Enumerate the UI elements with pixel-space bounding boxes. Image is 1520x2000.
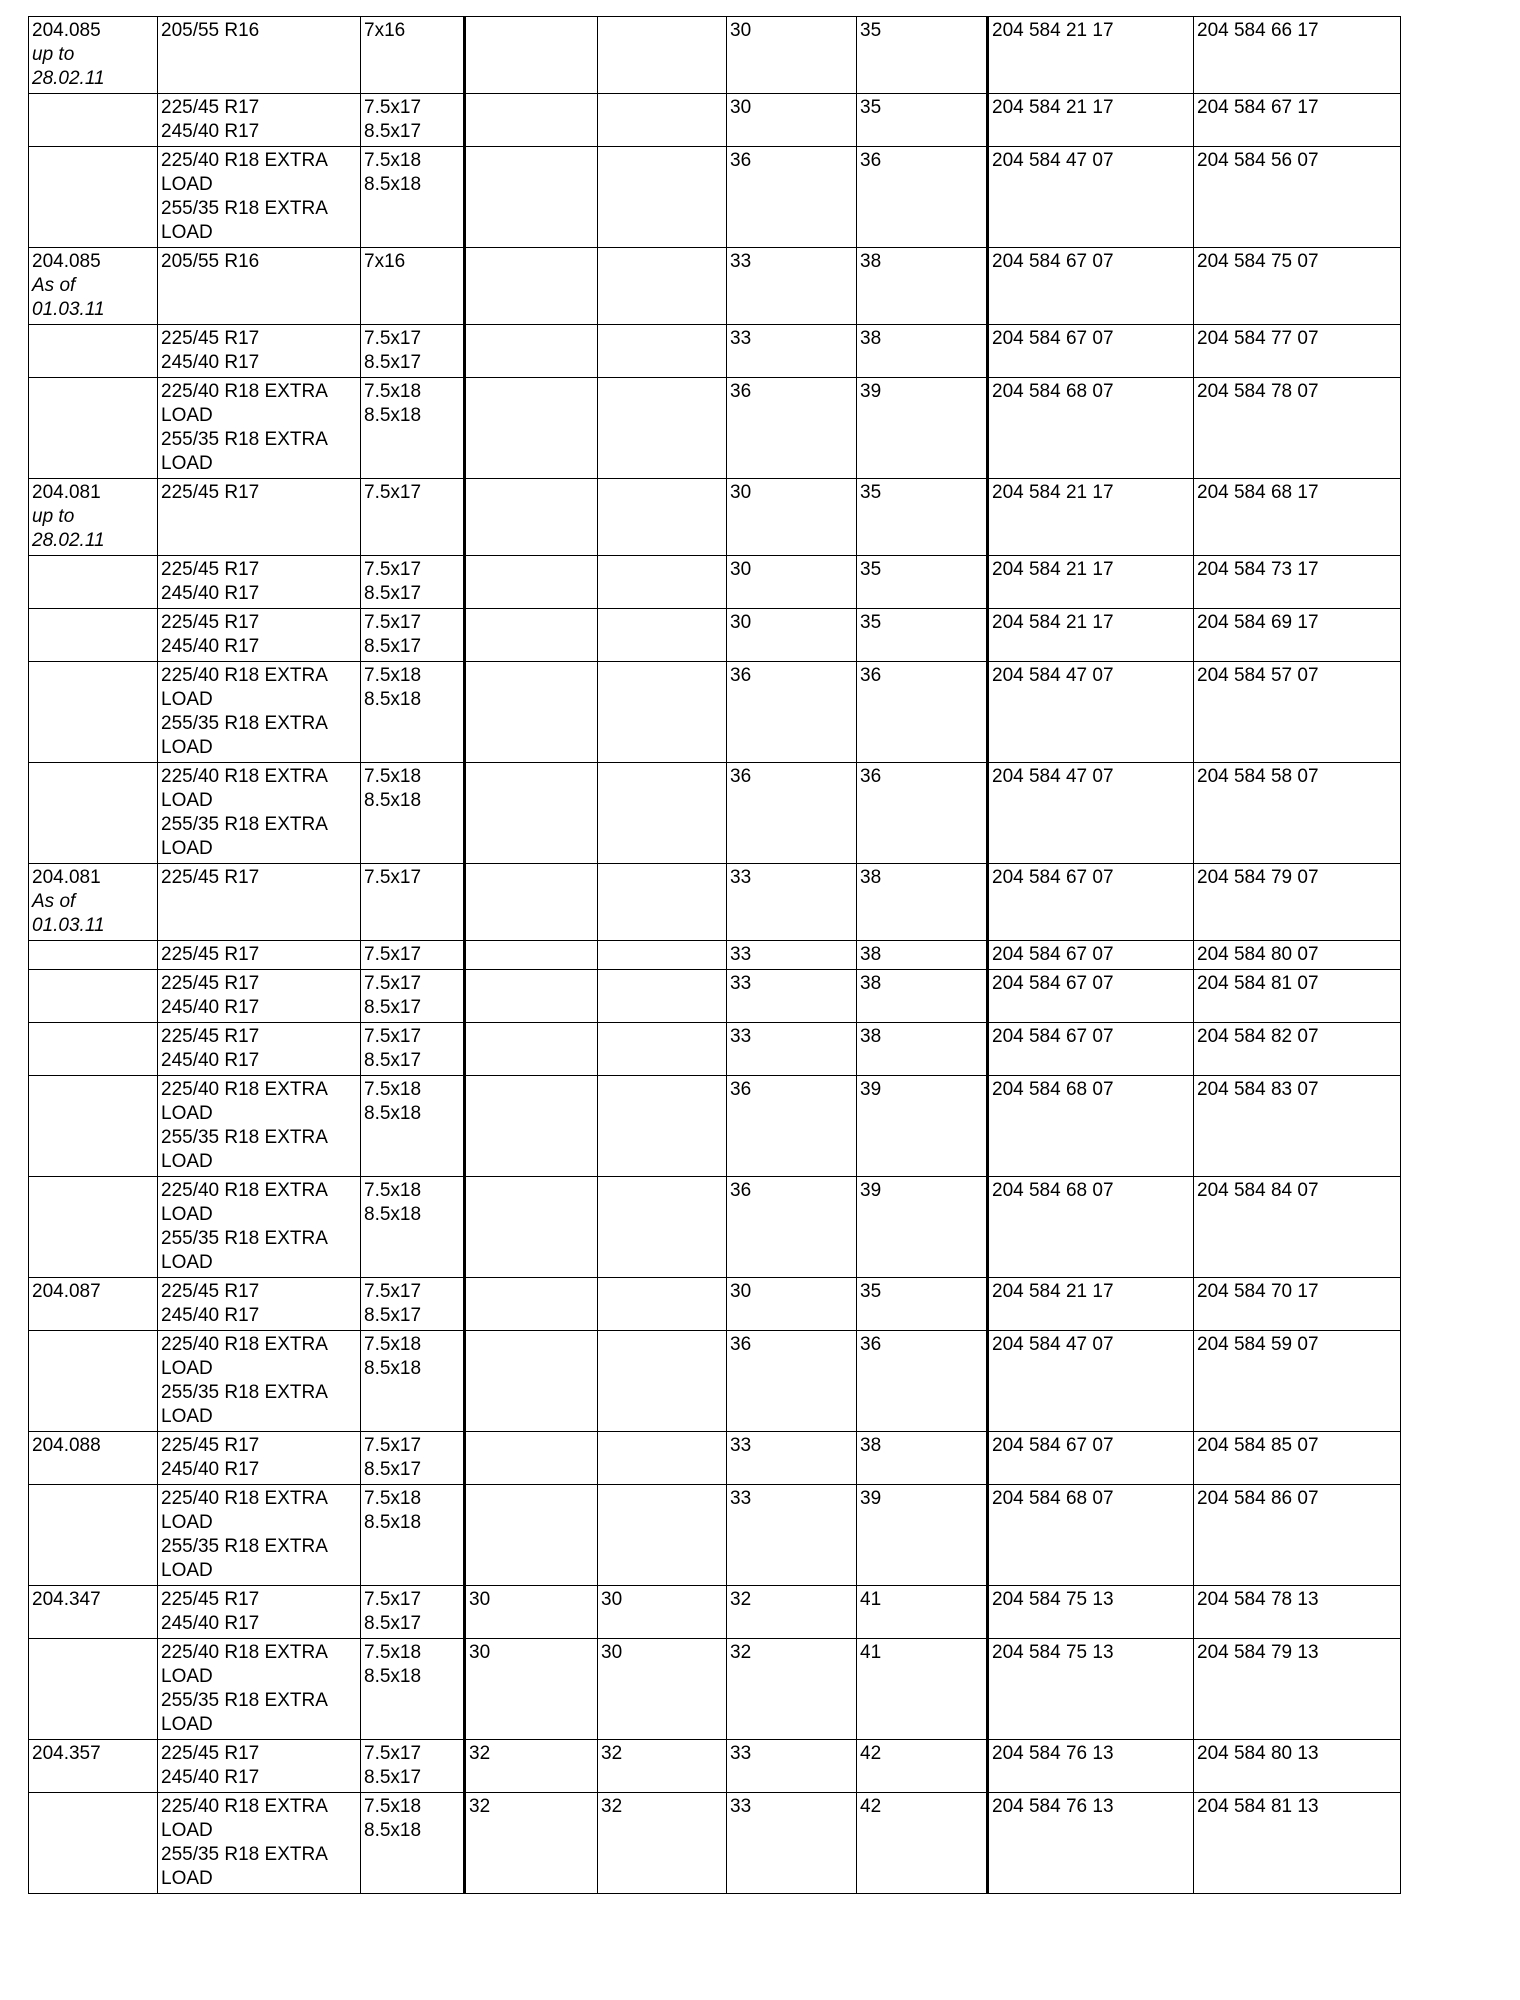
pressure-cell-4: 35 <box>857 1278 988 1331</box>
tire-size-cell: 225/45 R17 245/40 R17 <box>158 970 361 1023</box>
part-number-cell-2: 204 584 83 07 <box>1194 1076 1401 1177</box>
pressure-cell-1 <box>465 325 598 378</box>
model-cell <box>29 763 158 864</box>
pressure-cell-4: 39 <box>857 1485 988 1586</box>
pressure-cell-1 <box>465 378 598 479</box>
pressure-cell-2 <box>598 763 727 864</box>
table-row <box>29 1485 1401 1586</box>
model-cell <box>29 147 158 248</box>
pressure-cell-3: 30 <box>727 556 857 609</box>
pressure-cell-3: 33 <box>727 248 857 325</box>
pressure-cell-3: 30 <box>727 1278 857 1331</box>
pressure-cell-2 <box>598 325 727 378</box>
pressure-cell-4: 36 <box>857 147 988 248</box>
table-row <box>29 94 1401 147</box>
pressure-cell-4: 38 <box>857 1432 988 1485</box>
tire-size-cell: 205/55 R16 <box>158 248 361 325</box>
model-code: 204.357 <box>32 1743 101 1764</box>
model-cell <box>29 378 158 479</box>
pressure-cell-3: 32 <box>727 1639 857 1740</box>
pressure-cell-3: 30 <box>727 17 857 94</box>
rim-size-cell: 7.5x18 8.5x18 <box>361 662 465 763</box>
table-row <box>29 17 1401 94</box>
model-cell <box>29 1076 158 1177</box>
part-number-cell-2: 204 584 81 07 <box>1194 970 1401 1023</box>
pressure-cell-1 <box>465 864 598 941</box>
pressure-cell-4: 39 <box>857 1177 988 1278</box>
pressure-cell-1 <box>465 1076 598 1177</box>
part-number-cell-1: 204 584 76 13 <box>988 1793 1194 1894</box>
pressure-cell-3: 36 <box>727 763 857 864</box>
part-number-cell-1: 204 584 68 07 <box>988 1485 1194 1586</box>
pressure-cell-3: 32 <box>727 1586 857 1639</box>
part-number-cell-1: 204 584 21 17 <box>988 479 1194 556</box>
tire-size-cell: 225/40 R18 EXTRA LOAD 255/35 R18 EXTRA LOAD <box>158 1793 361 1894</box>
tire-size-cell: 225/40 R18 EXTRA LOAD 255/35 R18 EXTRA LOAD <box>158 378 361 479</box>
part-number-cell-1: 204 584 67 07 <box>988 970 1194 1023</box>
pressure-cell-1: 30 <box>465 1639 598 1740</box>
pressure-cell-3: 30 <box>727 609 857 662</box>
part-number-cell-2: 204 584 81 13 <box>1194 1793 1401 1894</box>
rim-size-cell: 7.5x18 8.5x18 <box>361 1177 465 1278</box>
pressure-cell-2: 30 <box>598 1639 727 1740</box>
pressure-cell-1: 30 <box>465 1586 598 1639</box>
validity-note: As of 01.03.11 <box>32 275 105 320</box>
validity-note: As of 01.03.11 <box>32 891 105 936</box>
pressure-cell-2 <box>598 864 727 941</box>
part-number-cell-1: 204 584 67 07 <box>988 248 1194 325</box>
pressure-cell-4: 41 <box>857 1586 988 1639</box>
validity-note: up to 28.02.11 <box>32 506 105 551</box>
pressure-cell-4: 42 <box>857 1793 988 1894</box>
pressure-cell-1 <box>465 1023 598 1076</box>
model-cell <box>29 662 158 763</box>
pressure-cell-3: 33 <box>727 970 857 1023</box>
pressure-cell-1 <box>465 1278 598 1331</box>
model-code: 204.081 <box>32 482 101 503</box>
model-cell <box>29 1278 158 1331</box>
pressure-cell-2: 32 <box>598 1793 727 1894</box>
rim-size-cell: 7.5x17 <box>361 479 465 556</box>
pressure-cell-2 <box>598 1023 727 1076</box>
model-cell <box>29 1432 158 1485</box>
table-row <box>29 556 1401 609</box>
pressure-cell-4: 38 <box>857 941 988 970</box>
model-cell <box>29 609 158 662</box>
pressure-cell-2 <box>598 1331 727 1432</box>
rim-size-cell: 7.5x18 8.5x18 <box>361 1485 465 1586</box>
pressure-cell-2 <box>598 147 727 248</box>
tire-size-cell: 225/45 R17 245/40 R17 <box>158 1023 361 1076</box>
pressure-cell-3: 33 <box>727 1485 857 1586</box>
pressure-cell-4: 38 <box>857 970 988 1023</box>
rim-size-cell: 7.5x18 8.5x18 <box>361 147 465 248</box>
part-number-cell-2: 204 584 78 13 <box>1194 1586 1401 1639</box>
model-code: 204.087 <box>32 1281 101 1302</box>
part-number-cell-1: 204 584 21 17 <box>988 609 1194 662</box>
part-number-cell-2: 204 584 56 07 <box>1194 147 1401 248</box>
pressure-cell-1 <box>465 763 598 864</box>
part-number-cell-1: 204 584 75 13 <box>988 1586 1194 1639</box>
pressure-cell-1 <box>465 17 598 94</box>
model-code: 204.085 <box>32 20 101 41</box>
validity-note: up to 28.02.11 <box>32 44 105 89</box>
rim-size-cell: 7.5x18 8.5x18 <box>361 1793 465 1894</box>
part-number-cell-2: 204 584 75 07 <box>1194 248 1401 325</box>
pressure-cell-2 <box>598 1076 727 1177</box>
part-number-cell-1: 204 584 68 07 <box>988 1076 1194 1177</box>
part-number-cell-2: 204 584 84 07 <box>1194 1177 1401 1278</box>
model-code: 204.088 <box>32 1435 101 1456</box>
pressure-cell-2 <box>598 662 727 763</box>
pressure-cell-2 <box>598 1177 727 1278</box>
tire-size-cell: 225/40 R18 EXTRA LOAD 255/35 R18 EXTRA LOAD <box>158 1639 361 1740</box>
rim-size-cell: 7.5x17 <box>361 941 465 970</box>
part-number-cell-2: 204 584 66 17 <box>1194 17 1401 94</box>
rim-size-cell: 7.5x18 8.5x18 <box>361 1076 465 1177</box>
pressure-cell-2 <box>598 17 727 94</box>
tire-pressure-table <box>28 16 1401 1894</box>
tire-size-cell: 225/45 R17 245/40 R17 <box>158 1432 361 1485</box>
table-row <box>29 1793 1401 1894</box>
part-number-cell-2: 204 584 80 13 <box>1194 1740 1401 1793</box>
pressure-cell-1: 32 <box>465 1740 598 1793</box>
model-cell <box>29 1485 158 1586</box>
rim-size-cell: 7.5x17 8.5x17 <box>361 556 465 609</box>
model-code: 204.085 <box>32 251 101 272</box>
tire-size-cell: 225/45 R17 245/40 R17 <box>158 1278 361 1331</box>
model-cell <box>29 17 158 94</box>
part-number-cell-1: 204 584 21 17 <box>988 17 1194 94</box>
rim-size-cell: 7.5x17 8.5x17 <box>361 1740 465 1793</box>
table-row <box>29 1331 1401 1432</box>
pressure-cell-4: 36 <box>857 662 988 763</box>
table-row <box>29 1076 1401 1177</box>
part-number-cell-1: 204 584 67 07 <box>988 325 1194 378</box>
pressure-cell-4: 35 <box>857 17 988 94</box>
model-cell <box>29 325 158 378</box>
part-number-cell-2: 204 584 59 07 <box>1194 1331 1401 1432</box>
pressure-cell-1 <box>465 479 598 556</box>
model-cell <box>29 1023 158 1076</box>
table-row <box>29 1278 1401 1331</box>
part-number-cell-1: 204 584 47 07 <box>988 147 1194 248</box>
part-number-cell-1: 204 584 75 13 <box>988 1639 1194 1740</box>
pressure-cell-4: 39 <box>857 378 988 479</box>
pressure-cell-1 <box>465 1432 598 1485</box>
part-number-cell-1: 204 584 68 07 <box>988 1177 1194 1278</box>
pressure-cell-1 <box>465 662 598 763</box>
rim-size-cell: 7.5x17 8.5x17 <box>361 1432 465 1485</box>
pressure-cell-4: 35 <box>857 556 988 609</box>
pressure-cell-1 <box>465 970 598 1023</box>
pressure-cell-1 <box>465 941 598 970</box>
tire-size-cell: 225/45 R17 245/40 R17 <box>158 94 361 147</box>
pressure-cell-2 <box>598 1432 727 1485</box>
part-number-cell-2: 204 584 70 17 <box>1194 1278 1401 1331</box>
part-number-cell-1: 204 584 21 17 <box>988 94 1194 147</box>
part-number-cell-2: 204 584 73 17 <box>1194 556 1401 609</box>
pressure-cell-4: 38 <box>857 864 988 941</box>
rim-size-cell: 7x16 <box>361 248 465 325</box>
table-row <box>29 941 1401 970</box>
rim-size-cell: 7.5x17 8.5x17 <box>361 1023 465 1076</box>
pressure-cell-1 <box>465 94 598 147</box>
rim-size-cell: 7.5x17 8.5x17 <box>361 94 465 147</box>
pressure-cell-2 <box>598 556 727 609</box>
pressure-cell-4: 41 <box>857 1639 988 1740</box>
pressure-cell-2 <box>598 941 727 970</box>
rim-size-cell: 7.5x17 <box>361 864 465 941</box>
pressure-cell-3: 36 <box>727 378 857 479</box>
pressure-cell-1 <box>465 1331 598 1432</box>
part-number-cell-2: 204 584 58 07 <box>1194 763 1401 864</box>
model-cell <box>29 1586 158 1639</box>
pressure-cell-4: 42 <box>857 1740 988 1793</box>
model-cell <box>29 941 158 970</box>
part-number-cell-1: 204 584 76 13 <box>988 1740 1194 1793</box>
part-number-cell-2: 204 584 79 13 <box>1194 1639 1401 1740</box>
part-number-cell-1: 204 584 67 07 <box>988 1023 1194 1076</box>
rim-size-cell: 7.5x17 8.5x17 <box>361 609 465 662</box>
tire-size-cell: 225/45 R17 245/40 R17 <box>158 1586 361 1639</box>
pressure-cell-2 <box>598 970 727 1023</box>
part-number-cell-2: 204 584 79 07 <box>1194 864 1401 941</box>
tire-size-cell: 225/45 R17 <box>158 941 361 970</box>
table-row <box>29 479 1401 556</box>
pressure-cell-2 <box>598 1485 727 1586</box>
part-number-cell-1: 204 584 47 07 <box>988 763 1194 864</box>
part-number-cell-1: 204 584 68 07 <box>988 378 1194 479</box>
pressure-cell-4: 35 <box>857 94 988 147</box>
pressure-cell-3: 33 <box>727 1432 857 1485</box>
table-row <box>29 763 1401 864</box>
table-row <box>29 1023 1401 1076</box>
tire-size-cell: 225/40 R18 EXTRA LOAD 255/35 R18 EXTRA LOAD <box>158 1076 361 1177</box>
pressure-cell-4: 38 <box>857 248 988 325</box>
pressure-cell-2 <box>598 609 727 662</box>
pressure-cell-2: 30 <box>598 1586 727 1639</box>
model-cell <box>29 1177 158 1278</box>
rim-size-cell: 7.5x18 8.5x18 <box>361 1331 465 1432</box>
pressure-cell-3: 36 <box>727 662 857 763</box>
pressure-cell-4: 36 <box>857 763 988 864</box>
tire-size-cell: 225/40 R18 EXTRA LOAD 255/35 R18 EXTRA LOAD <box>158 1177 361 1278</box>
pressure-cell-1 <box>465 556 598 609</box>
pressure-cell-4: 36 <box>857 1331 988 1432</box>
part-number-cell-1: 204 584 21 17 <box>988 1278 1194 1331</box>
table-row <box>29 1177 1401 1278</box>
part-number-cell-1: 204 584 67 07 <box>988 1432 1194 1485</box>
part-number-cell-2: 204 584 69 17 <box>1194 609 1401 662</box>
tire-size-cell: 225/45 R17 245/40 R17 <box>158 325 361 378</box>
rim-size-cell: 7.5x17 8.5x17 <box>361 1586 465 1639</box>
rim-size-cell: 7.5x17 8.5x17 <box>361 325 465 378</box>
pressure-cell-2 <box>598 248 727 325</box>
rim-size-cell: 7.5x18 8.5x18 <box>361 763 465 864</box>
pressure-cell-3: 36 <box>727 1177 857 1278</box>
part-number-cell-1: 204 584 67 07 <box>988 941 1194 970</box>
tire-size-cell: 225/45 R17 245/40 R17 <box>158 609 361 662</box>
pressure-cell-2 <box>598 94 727 147</box>
table-body <box>29 17 1401 1894</box>
tire-size-cell: 225/45 R17 245/40 R17 <box>158 1740 361 1793</box>
pressure-cell-2 <box>598 479 727 556</box>
document-page <box>28 16 1401 1894</box>
pressure-cell-3: 36 <box>727 147 857 248</box>
model-cell <box>29 1331 158 1432</box>
tire-size-cell: 225/45 R17 <box>158 864 361 941</box>
model-cell <box>29 864 158 941</box>
pressure-cell-3: 30 <box>727 479 857 556</box>
model-code: 204.347 <box>32 1589 101 1610</box>
part-number-cell-2: 204 584 78 07 <box>1194 378 1401 479</box>
tire-size-cell: 225/40 R18 EXTRA LOAD 255/35 R18 EXTRA LOAD <box>158 763 361 864</box>
pressure-cell-3: 33 <box>727 1793 857 1894</box>
pressure-cell-1: 32 <box>465 1793 598 1894</box>
pressure-cell-4: 39 <box>857 1076 988 1177</box>
tire-size-cell: 225/40 R18 EXTRA LOAD 255/35 R18 EXTRA LOAD <box>158 1485 361 1586</box>
pressure-cell-2 <box>598 378 727 479</box>
table-row <box>29 609 1401 662</box>
model-cell <box>29 1740 158 1793</box>
part-number-cell-2: 204 584 80 07 <box>1194 941 1401 970</box>
model-cell <box>29 970 158 1023</box>
pressure-cell-1 <box>465 248 598 325</box>
part-number-cell-2: 204 584 68 17 <box>1194 479 1401 556</box>
model-cell <box>29 1793 158 1894</box>
pressure-cell-3: 36 <box>727 1076 857 1177</box>
tire-size-cell: 225/45 R17 <box>158 479 361 556</box>
table-row <box>29 248 1401 325</box>
model-cell <box>29 479 158 556</box>
model-code: 204.081 <box>32 867 101 888</box>
part-number-cell-2: 204 584 86 07 <box>1194 1485 1401 1586</box>
tire-size-cell: 205/55 R16 <box>158 17 361 94</box>
table-row <box>29 1586 1401 1639</box>
pressure-cell-4: 38 <box>857 325 988 378</box>
pressure-cell-1 <box>465 1485 598 1586</box>
table-row <box>29 1740 1401 1793</box>
table-row <box>29 325 1401 378</box>
tire-size-cell: 225/40 R18 EXTRA LOAD 255/35 R18 EXTRA LOAD <box>158 662 361 763</box>
table-row <box>29 970 1401 1023</box>
pressure-cell-3: 33 <box>727 1740 857 1793</box>
table-row <box>29 662 1401 763</box>
pressure-cell-3: 33 <box>727 325 857 378</box>
table-row <box>29 864 1401 941</box>
part-number-cell-2: 204 584 82 07 <box>1194 1023 1401 1076</box>
pressure-cell-4: 38 <box>857 1023 988 1076</box>
part-number-cell-1: 204 584 47 07 <box>988 1331 1194 1432</box>
pressure-cell-4: 35 <box>857 609 988 662</box>
pressure-cell-4: 35 <box>857 479 988 556</box>
tire-size-cell: 225/40 R18 EXTRA LOAD 255/35 R18 EXTRA LOAD <box>158 147 361 248</box>
part-number-cell-2: 204 584 67 17 <box>1194 94 1401 147</box>
tire-size-cell: 225/40 R18 EXTRA LOAD 255/35 R18 EXTRA LOAD <box>158 1331 361 1432</box>
table-row <box>29 378 1401 479</box>
part-number-cell-2: 204 584 57 07 <box>1194 662 1401 763</box>
part-number-cell-2: 204 584 77 07 <box>1194 325 1401 378</box>
pressure-cell-1 <box>465 1177 598 1278</box>
model-cell <box>29 556 158 609</box>
table-row <box>29 1432 1401 1485</box>
model-cell <box>29 1639 158 1740</box>
table-row <box>29 1639 1401 1740</box>
rim-size-cell: 7x16 <box>361 17 465 94</box>
part-number-cell-1: 204 584 47 07 <box>988 662 1194 763</box>
pressure-cell-2 <box>598 1278 727 1331</box>
pressure-cell-3: 30 <box>727 94 857 147</box>
model-cell <box>29 248 158 325</box>
rim-size-cell: 7.5x17 8.5x17 <box>361 970 465 1023</box>
part-number-cell-1: 204 584 21 17 <box>988 556 1194 609</box>
table-row <box>29 147 1401 248</box>
pressure-cell-1 <box>465 609 598 662</box>
pressure-cell-1 <box>465 147 598 248</box>
model-cell <box>29 94 158 147</box>
rim-size-cell: 7.5x18 8.5x18 <box>361 1639 465 1740</box>
rim-size-cell: 7.5x18 8.5x18 <box>361 378 465 479</box>
tire-size-cell: 225/45 R17 245/40 R17 <box>158 556 361 609</box>
pressure-cell-3: 33 <box>727 1023 857 1076</box>
part-number-cell-1: 204 584 67 07 <box>988 864 1194 941</box>
rim-size-cell: 7.5x17 8.5x17 <box>361 1278 465 1331</box>
pressure-cell-3: 36 <box>727 1331 857 1432</box>
pressure-cell-3: 33 <box>727 864 857 941</box>
part-number-cell-2: 204 584 85 07 <box>1194 1432 1401 1485</box>
pressure-cell-2: 32 <box>598 1740 727 1793</box>
pressure-cell-3: 33 <box>727 941 857 970</box>
